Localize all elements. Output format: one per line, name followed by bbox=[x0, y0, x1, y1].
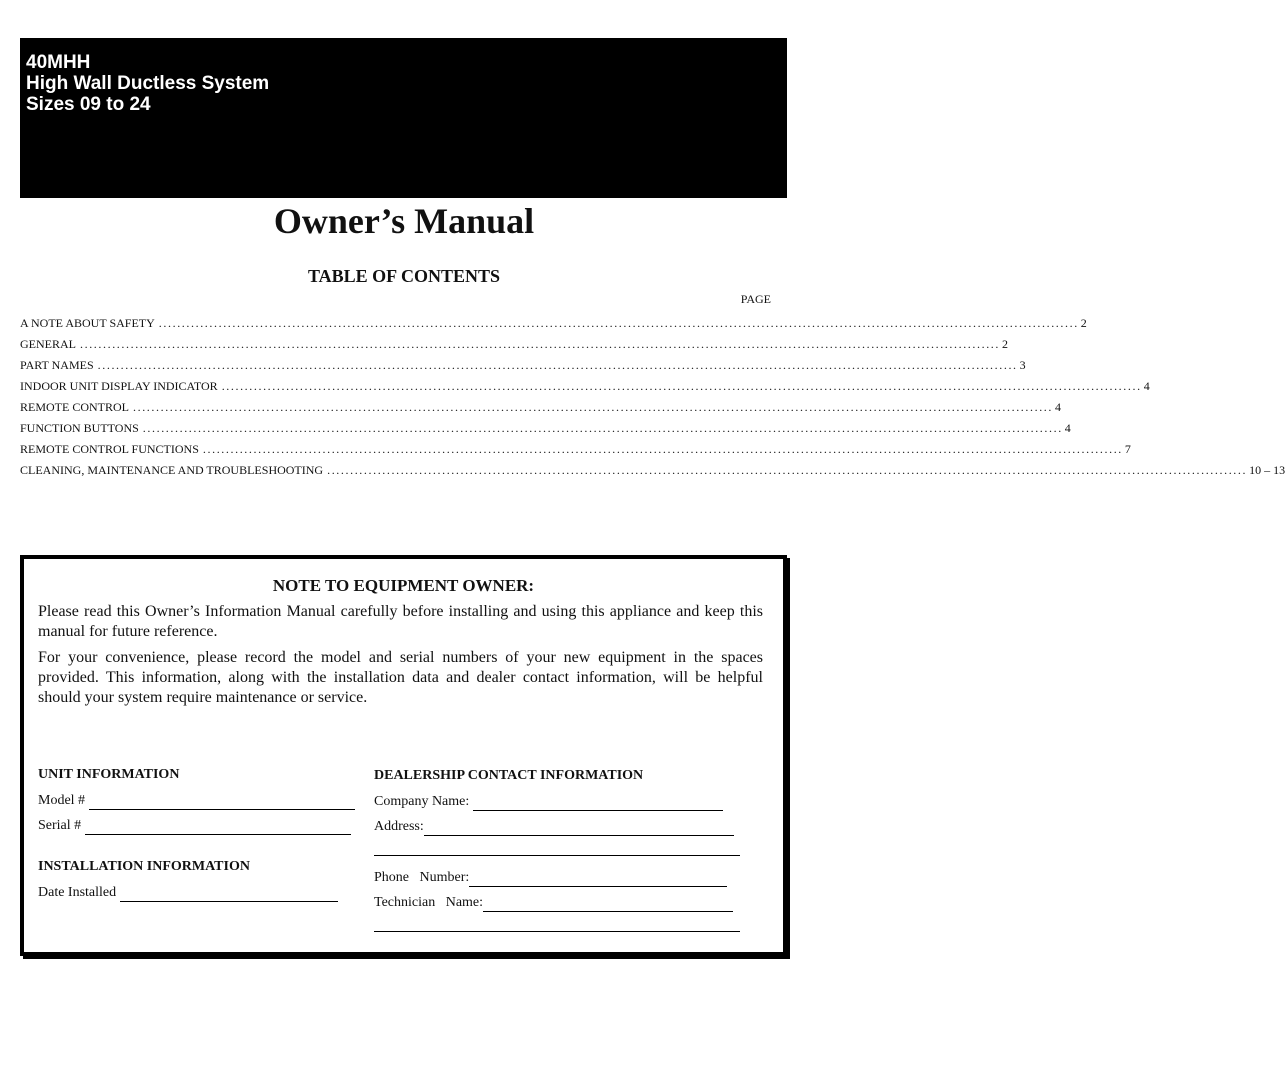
company-name-label: Company Name: bbox=[374, 794, 470, 809]
toc-entry-page: 10 – 13 bbox=[1249, 463, 1285, 477]
toc-entry-page: 7 bbox=[1124, 442, 1131, 456]
dealership-heading: DEALERSHIP CONTACT INFORMATION bbox=[374, 768, 644, 783]
document-title: Owner’s Manual bbox=[273, 201, 535, 241]
model-label: Model # bbox=[38, 793, 86, 808]
toc-entry-title: PART NAMES bbox=[20, 358, 94, 372]
note-paragraph-1: Please read this Owner’s Information Manual carefully before installing and using this appliance and keep this manual for future reference. bbox=[38, 603, 763, 640]
toc-entry-title: INDOOR UNIT DISPLAY INDICATOR bbox=[20, 379, 218, 393]
serial-label: Serial # bbox=[38, 818, 82, 833]
technician-name-field[interactable] bbox=[374, 894, 733, 912]
phone-number-blank-line[interactable] bbox=[469, 872, 727, 887]
serial-blank-line[interactable] bbox=[85, 820, 351, 835]
phone-number-label: Phone Number: bbox=[374, 870, 470, 885]
toc-entry[interactable] bbox=[20, 376, 1150, 397]
toc-entry-title: GENERAL bbox=[20, 337, 76, 351]
toc-leader-dots: ........................................................................................................................................................................................................ bbox=[327, 463, 1248, 477]
toc-entry[interactable] bbox=[20, 313, 1087, 334]
note-title: NOTE TO EQUIPMENT OWNER: bbox=[272, 576, 535, 595]
toc-leader-dots: ........................................................................................................................................................................................................ bbox=[97, 358, 1018, 372]
toc-entry-page: 4 bbox=[1143, 379, 1150, 393]
toc-leader-dots: ........................................................................................................................................................................................................ bbox=[158, 316, 1079, 330]
toc-entry-title: FUNCTION BUTTONS bbox=[20, 421, 139, 435]
date-installed-field[interactable] bbox=[38, 884, 338, 902]
date-installed-blank-line[interactable] bbox=[120, 887, 338, 902]
header-product: High Wall Ductless System bbox=[26, 73, 270, 94]
model-field[interactable] bbox=[38, 792, 355, 810]
header-model: 40MHH bbox=[26, 52, 91, 73]
installation-info-heading: INSTALLATION INFORMATION bbox=[38, 859, 250, 874]
toc-leader-dots: ........................................................................................................................................................................................................ bbox=[80, 337, 1000, 351]
toc-leader-dots: ........................................................................................................................................................................................................ bbox=[142, 421, 1063, 435]
toc-entry-page: 4 bbox=[1064, 421, 1071, 435]
technician-name-blank-line[interactable] bbox=[483, 897, 733, 912]
toc-leader-dots: ........................................................................................................................................................................................................ bbox=[221, 379, 1142, 393]
note-to-owner-box bbox=[20, 555, 787, 956]
unit-info-heading: UNIT INFORMATION bbox=[38, 767, 180, 782]
toc-entry[interactable] bbox=[20, 460, 1285, 481]
address-field[interactable] bbox=[374, 818, 734, 836]
toc-entry-page: 2 bbox=[1002, 337, 1008, 351]
toc-entry-title: REMOTE CONTROL bbox=[20, 400, 129, 414]
toc-entry-page: 2 bbox=[1080, 316, 1087, 330]
toc-leader-dots: ........................................................................................................................................................................................................ bbox=[133, 400, 1053, 414]
company-name-field[interactable] bbox=[374, 793, 723, 811]
toc-entry[interactable] bbox=[20, 418, 1071, 439]
toc-entry[interactable] bbox=[20, 355, 1026, 376]
toc-entry-title: REMOTE CONTROL FUNCTIONS bbox=[20, 442, 199, 456]
address-label: Address: bbox=[374, 819, 424, 834]
address-second-line[interactable] bbox=[374, 855, 740, 856]
date-installed-label: Date Installed bbox=[38, 885, 117, 900]
toc-entry-title: A NOTE ABOUT SAFETY bbox=[20, 316, 155, 330]
table-of-contents bbox=[20, 313, 1285, 481]
serial-field[interactable] bbox=[38, 817, 351, 835]
toc-entry-page: 4 bbox=[1055, 400, 1061, 414]
model-blank-line[interactable] bbox=[89, 795, 355, 810]
toc-entry-title: CLEANING, MAINTENANCE AND TROUBLESHOOTING bbox=[20, 463, 324, 477]
header-band bbox=[20, 38, 787, 198]
toc-entry[interactable] bbox=[20, 439, 1131, 460]
toc-heading: TABLE OF CONTENTS bbox=[307, 266, 501, 286]
toc-entry[interactable] bbox=[20, 334, 1008, 355]
toc-leader-dots: ........................................................................................................................................................................................................ bbox=[202, 442, 1123, 456]
company-name-blank-line[interactable] bbox=[473, 796, 723, 811]
toc-entry-page: 3 bbox=[1019, 358, 1026, 372]
note-paragraph-2: For your convenience, please record the model and serial numbers of your new equipment in the spaces provided. This information, along with the installation data and dealer contact information, will be helpful should your system require maintenance or service. bbox=[38, 649, 763, 706]
toc-page-label: PAGE bbox=[740, 292, 771, 306]
technician-name-label: Technician Name: bbox=[374, 895, 484, 910]
header-sizes: Sizes 09 to 24 bbox=[26, 94, 151, 115]
phone-number-field[interactable] bbox=[374, 869, 727, 887]
address-blank-line[interactable] bbox=[424, 821, 734, 836]
technician-second-line[interactable] bbox=[374, 931, 740, 932]
toc-entry[interactable] bbox=[20, 397, 1061, 418]
